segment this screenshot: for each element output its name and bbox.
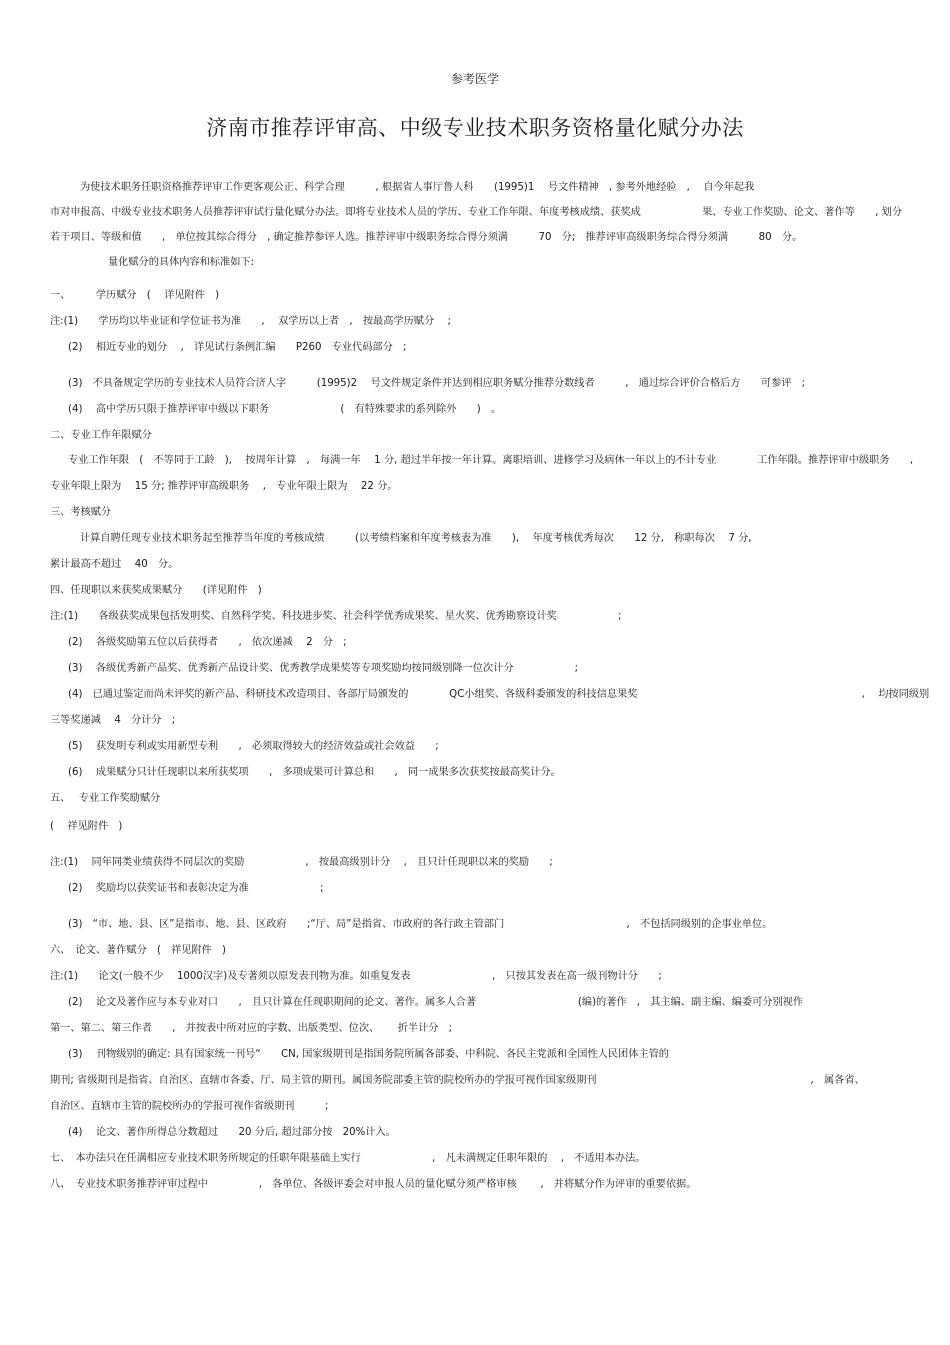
section-4-note-4-cont: 三等奖递减 4 分计分 ; (50, 715, 176, 726)
section-4-note-3: (3) 各级优秀新产品奖、优秀新产品设计奖、优秀教学成果奖等专项奖励均按同级别降一位次计分 ; (68, 663, 579, 674)
section-7: 七、 本办法只在任满相应专业技术职务所规定的任职年限基础上实行 , 凡未满规定任职年限的 , 不适用本办法。 (50, 1153, 646, 1164)
section-6-note-4: (4) 论文、著作所得总分数超过 20 分后, 超过部分按 20%计入。 (68, 1127, 396, 1138)
section-6-note-2: (2) 论文及著作应与本专业对口 , 且只计算在任现职期间的论文、著作。属多人合著 (编)的著作 , 其主编、副主编、编委可分别视作 (68, 997, 804, 1008)
section-1-note-4: (4) 高中学历只限于推荐评审中级以下职务 ( 有特殊要求的系列除外 ) 。 (68, 404, 502, 415)
section-4-note-5: (5) 获发明专利或实用新型专利 , 必须取得较大的经济效益或社会效益 ; (68, 741, 439, 752)
section-2-line-2: 专业年限上限为 15 分; 推荐评审高级职务 , 专业年限上限为 22 分。 (50, 481, 398, 492)
section-5-attachment: ( 祥见附件 ) (50, 821, 123, 832)
page-header: 参考医学 (450, 72, 499, 86)
section-5-note-2: (2) 奖励均以获奖证书和表彰决定为准 ; (68, 883, 324, 894)
intro-line-2: 市对申报高、中级专业技术职务人员推荐评审试行量化赋分办法。即将专业技术人员的学历、专业工作年限、年度考核成绩、获奖成 果、专业工作奖励、论文、著作等 , 划分 (50, 207, 903, 218)
section-4-note-6: (6) 成果赋分只计任现职以来所获奖项 , 多项成果可计算总和 , 同一成果多次获奖按最高奖计分。 (68, 767, 561, 778)
section-3-line-1: 计算自聘任现专业技术职务起至推荐当年度的考核成绩 (以考绩档案和年度考核表为准 ), 年度考核优秀每次 12 分, 称职每次 7 分, (80, 533, 752, 544)
section-1-note-1: 注:(1) 学历均以毕业证和学位证书为准 , 双学历以上者 , 按最高学历赋分 ; (50, 316, 451, 327)
section-3-line-2: 累计最高不超过 40 分。 (50, 559, 179, 570)
section-4-note-4: (4) 已通过鉴定而尚未评奖的新产品、科研技术改造项目、各部厅局颁发的 QC小组奖、各级科委颁发的科技信息果奖 , 均按同级别 (68, 689, 930, 700)
section-4-heading: 四、任现职以来获奖成果赋分 (详见附件 ) (50, 585, 262, 596)
section-2-heading: 二、专业工作年限赋分 (50, 430, 152, 441)
section-6-note-3-cont: 期刊; 省级期刊是指省、自治区、直辖市各委、厅、局主管的期刊。属国务院部委主管的院校所办的学报可视作国家级期刊 , 属各省、 (50, 1075, 865, 1086)
section-4-note-2: (2) 各级奖励第五位以后获得者 , 依次递减 2 分 ; (68, 637, 347, 648)
section-4-note-1: 注:(1) 各级获奖成果包括发明奖、自然科学奖、科技进步奖、社会科学优秀成果奖、星火奖、优秀勘察设计奖 ; (50, 611, 622, 622)
section-1-note-2: (2) 相近专业的划分 , 详见试行条例汇编 P260 专业代码部分 ; (68, 342, 407, 353)
section-6-note-3: (3) 刊物级别的确定: 具有国家统一刊号“ CN, 国家级期刊是指国务院所属各部委、中科院、各民主党派和全国性人民团体主管的 (68, 1049, 669, 1060)
intro-line-4: 量化赋分的具体内容和标准如下: (108, 257, 255, 268)
section-3-heading: 三、考核赋分 (50, 507, 112, 518)
section-5-heading: 五、 专业工作奖励赋分 (50, 793, 161, 804)
section-5-note-3: (3) “市、地、县、区”是指市、地、县、区政府 ;“厅、局”是指省、市政府的各行政主管部门 , 不包括同级别的企事业单位。 (68, 919, 773, 930)
section-6-note-1: 注:(1) 论文(一般不少 1000汉字)及专著须以原发表刊物为准。如重复发表 , 只按其发表在高一级刊物计分 ; (50, 971, 662, 982)
section-1-heading: 一、 学历赋分 ( 详见附件 ) (50, 290, 220, 301)
intro-line-1: 为使技术职务任职资格推荐评审工作更客观公正、科学合理 , 根据省人事厅鲁人科 (1995)1 号文件精神 , 参考外地经验 , 自今年起我 (80, 182, 755, 193)
section-2-line-1: 专业工作年限 ( 不等同于工龄 ), 按周年计算 , 每满一年 1 分, 超过半年按一年计算。离职培训、进修学习及病休一年以上的不计专业 工作年限。推荐评审中级职务 , (68, 455, 914, 466)
section-6-note-3-cont-2: 自治区、直辖市主管的院校所办的学报可视作省级期刊 ; (50, 1101, 329, 1112)
section-8: 八、 专业技术职务推荐评审过程中 , 各单位、各级评委会对申报人员的量化赋分须严格审核 , 并将赋分作为评审的重要依据。 (50, 1179, 697, 1190)
section-5-note-1: 注:(1) 同年同类业绩获得不同层次的奖励 , 按最高级别计分 , 且只计任现职以来的奖励 ; (50, 857, 553, 868)
section-6-heading: 六、 论文、著作赋分 ( 祥见附件 ) (50, 945, 227, 956)
page-title: 济南市推荐评审高、中级专业技术职务资格量化赋分办法 (206, 116, 744, 140)
intro-line-3: 若干项目、等级和值 , 单位按其综合得分 , 确定推荐参评人选。推荐评审中级职务综合得分须满 70 分; 推荐评审高级职务综合得分须满 80 分。 (50, 232, 803, 243)
section-6-note-2-cont: 第一、第二、第三作者 , 并按表中所对应的字数、出版类型、位次、 折半计分 ; (50, 1023, 453, 1034)
section-1-note-3: (3) 不具备规定学历的专业技术人员符合济人字 (1995)2 号文件规定条件并达到相应职务赋分推荐分数线者 , 通过综合评价合格后方 可参评 ; (68, 378, 806, 389)
